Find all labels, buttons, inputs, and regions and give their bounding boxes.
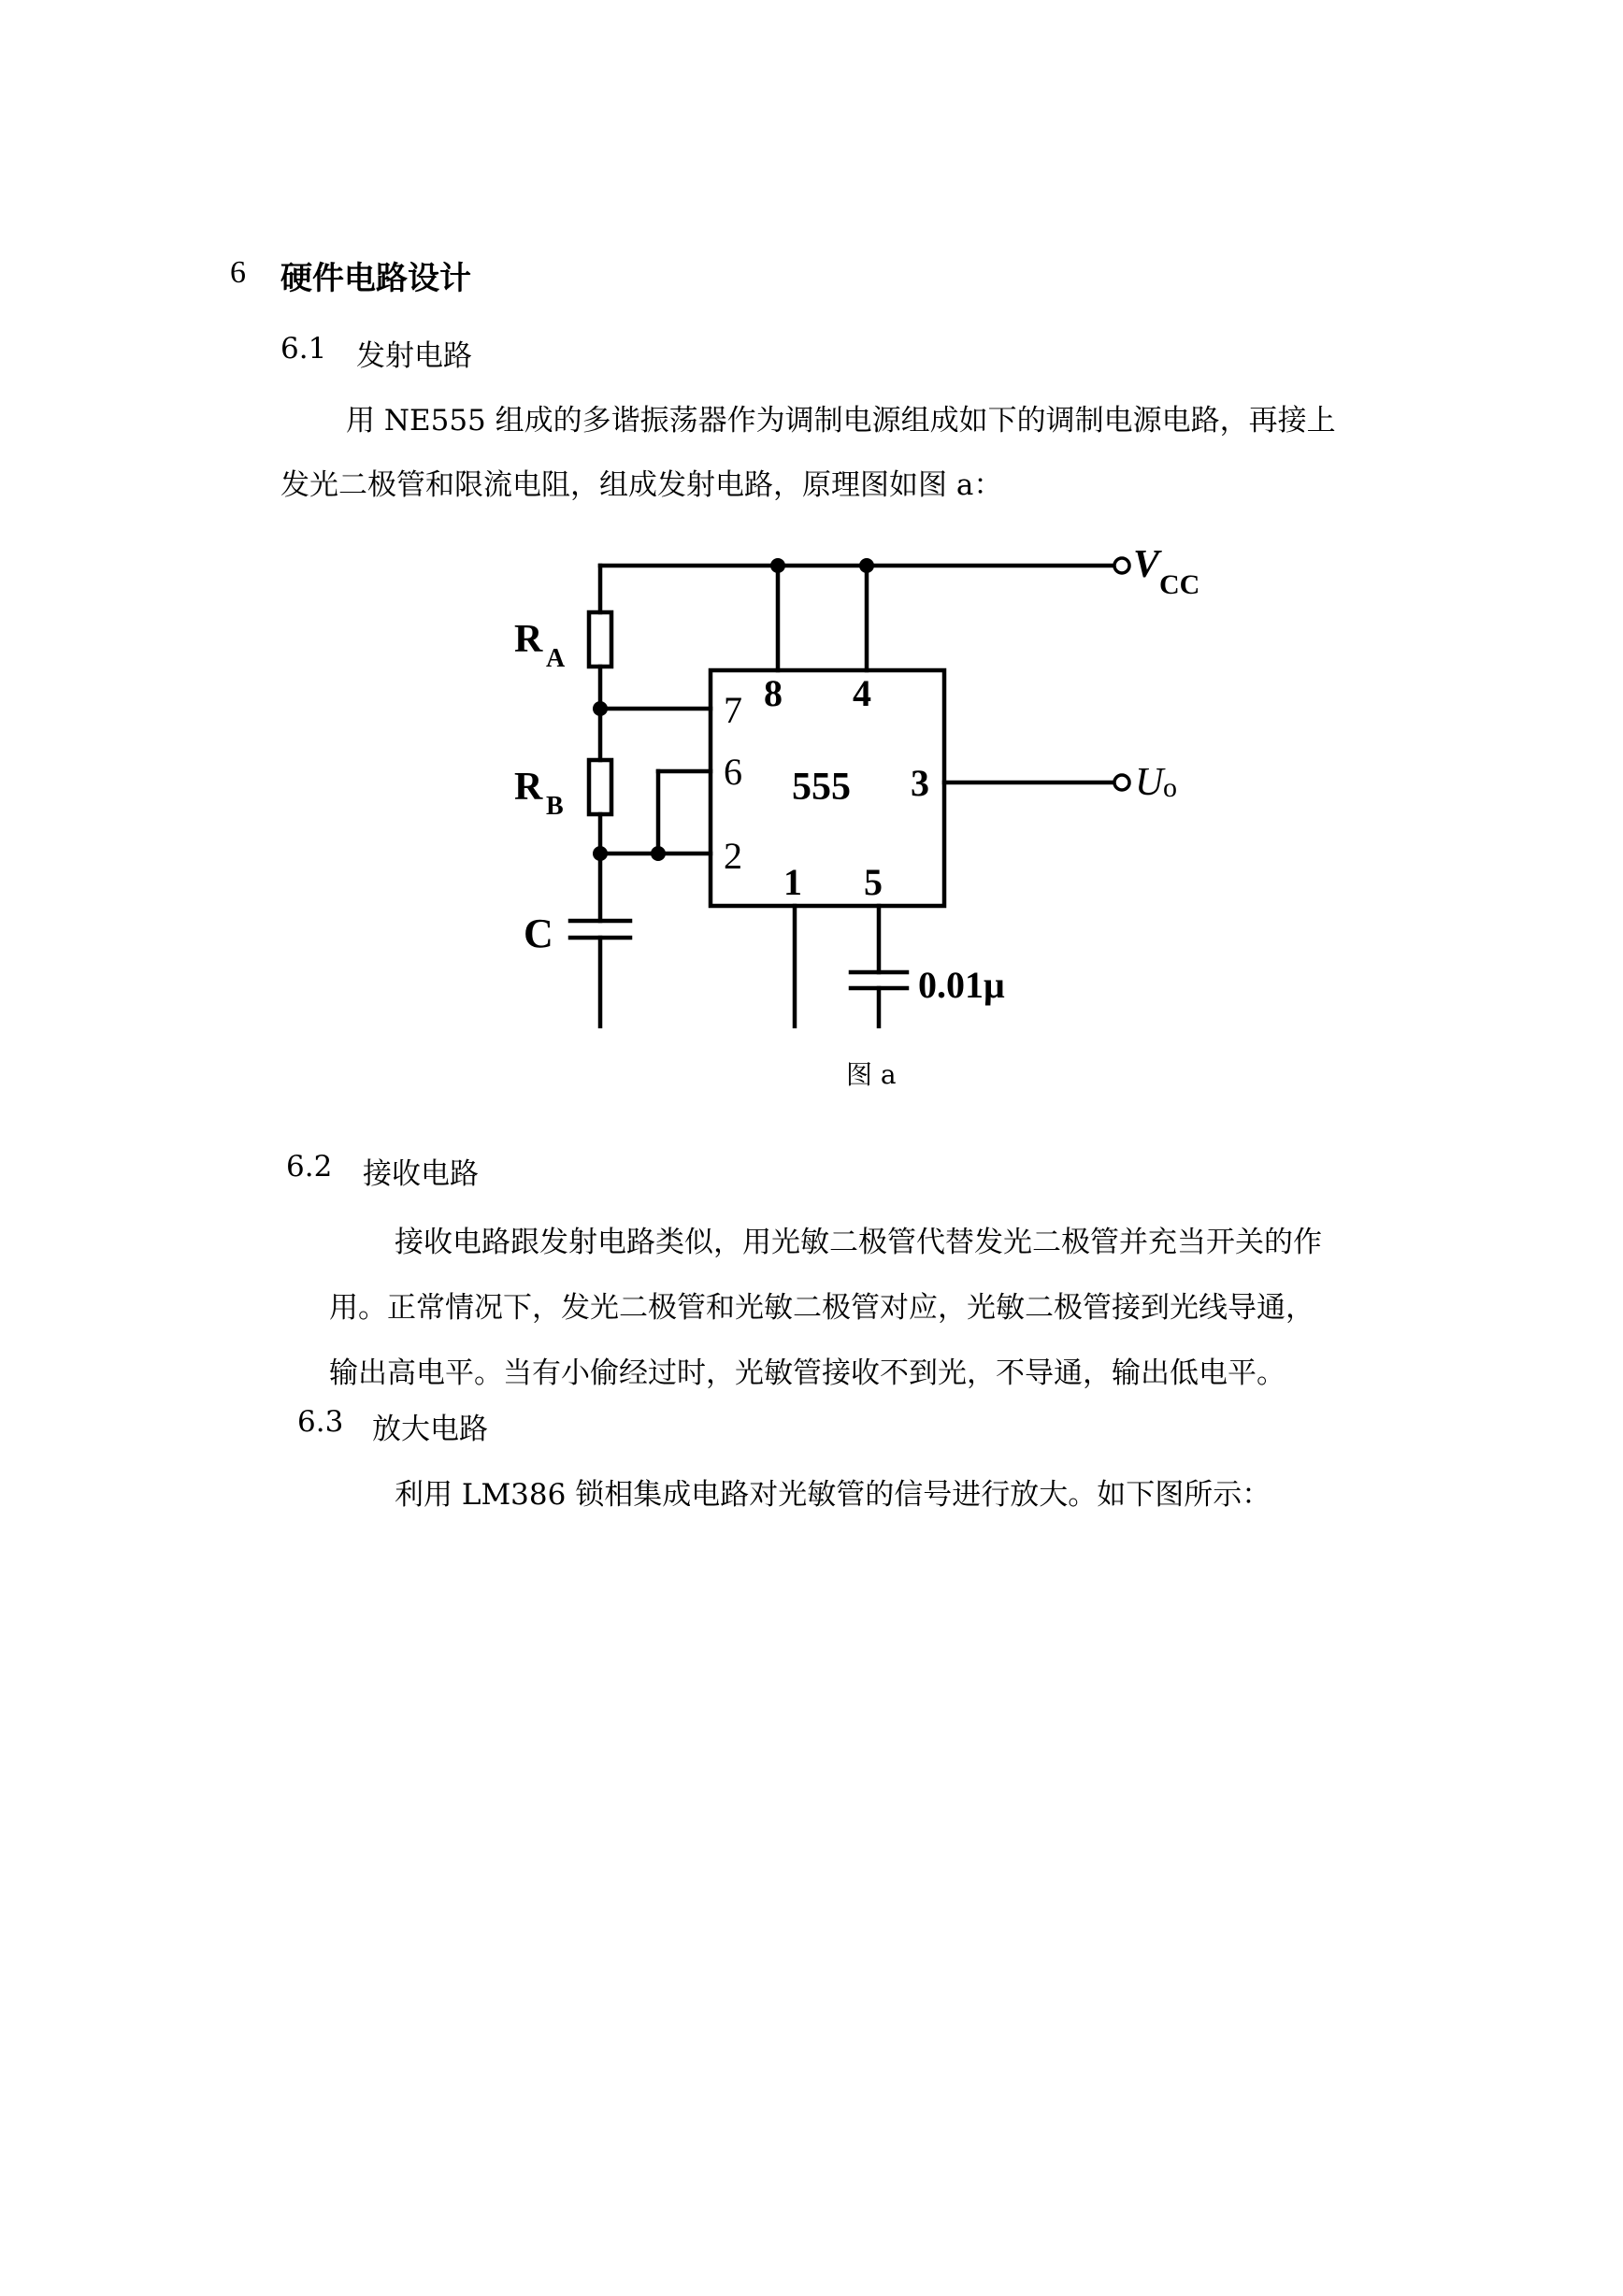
label-pin7: 7 xyxy=(724,689,742,731)
section-title: 硬件电路设计 xyxy=(280,260,471,297)
junction-dot xyxy=(770,558,785,573)
paragraph-6-1-line-2: 发光二极管和限流电阻，组成发射电路，原理图如图 a： xyxy=(280,468,1003,502)
label-cap-value: 0.01μ xyxy=(918,964,1005,1006)
label-vcc-sub: CC xyxy=(1159,569,1200,600)
label-pin5: 5 xyxy=(864,861,883,903)
subsection-title-6-3: 放大电路 xyxy=(372,1413,488,1446)
subsection-number-6-2: 6.2 xyxy=(286,1150,333,1184)
junction-dot xyxy=(593,701,608,716)
paragraph-6-3-line-1: 利用 LM386 锁相集成电路对光敏管的信号进行放大。如下图所示： xyxy=(395,1478,1271,1512)
label-uo-sub: o xyxy=(1163,772,1177,803)
paragraph-6-2-line-2: 用。正常情况下，发光二极管和光敏二极管对应，光敏二极管接到光线导通， xyxy=(329,1291,1314,1325)
label-pin1: 1 xyxy=(783,861,802,903)
subsection-number-6-3: 6.3 xyxy=(297,1405,344,1439)
label-c: C xyxy=(524,911,553,956)
label-555: 555 xyxy=(792,766,851,809)
label-pin8: 8 xyxy=(764,672,783,714)
label-rb-sub: B xyxy=(546,792,564,821)
circuit-diagram-555 xyxy=(479,509,1227,1028)
resistor-rb xyxy=(589,760,611,814)
label-pin4: 4 xyxy=(853,672,871,714)
subsection-title-6-1: 发射电路 xyxy=(356,339,472,373)
vcc-terminal xyxy=(1114,558,1129,573)
paragraph-6-1-line-1: 用 NE555 组成的多谐振荡器作为调制电源组成如下的调制电源电路，再接上 xyxy=(346,404,1336,438)
label-pin2: 2 xyxy=(724,835,742,877)
figure-caption: 图 a xyxy=(846,1059,897,1090)
label-pin6: 6 xyxy=(724,751,742,793)
label-ra: R xyxy=(514,618,543,661)
label-rb: R xyxy=(514,766,543,809)
resistor-ra xyxy=(589,612,611,667)
label-uo: U xyxy=(1135,761,1164,804)
subsection-title-6-2: 接收电路 xyxy=(363,1157,479,1191)
paragraph-6-2-line-1: 接收电路跟发射电路类似，用光敏二极管代替发光二极管并充当开关的作 xyxy=(395,1226,1322,1259)
label-pin3: 3 xyxy=(911,762,929,804)
section-number: 6 xyxy=(230,255,246,290)
label-ra-sub: A xyxy=(546,644,566,673)
junction-dot xyxy=(859,558,874,573)
paragraph-6-2-line-3: 输出高电平。当有小偷经过时，光敏管接收不到光，不导通，输出低电平。 xyxy=(329,1356,1285,1390)
junction-dot xyxy=(593,846,608,861)
subsection-number-6-1: 6.1 xyxy=(280,332,327,366)
output-terminal xyxy=(1114,775,1129,790)
label-vcc: V xyxy=(1133,543,1160,586)
junction-dot xyxy=(651,846,666,861)
